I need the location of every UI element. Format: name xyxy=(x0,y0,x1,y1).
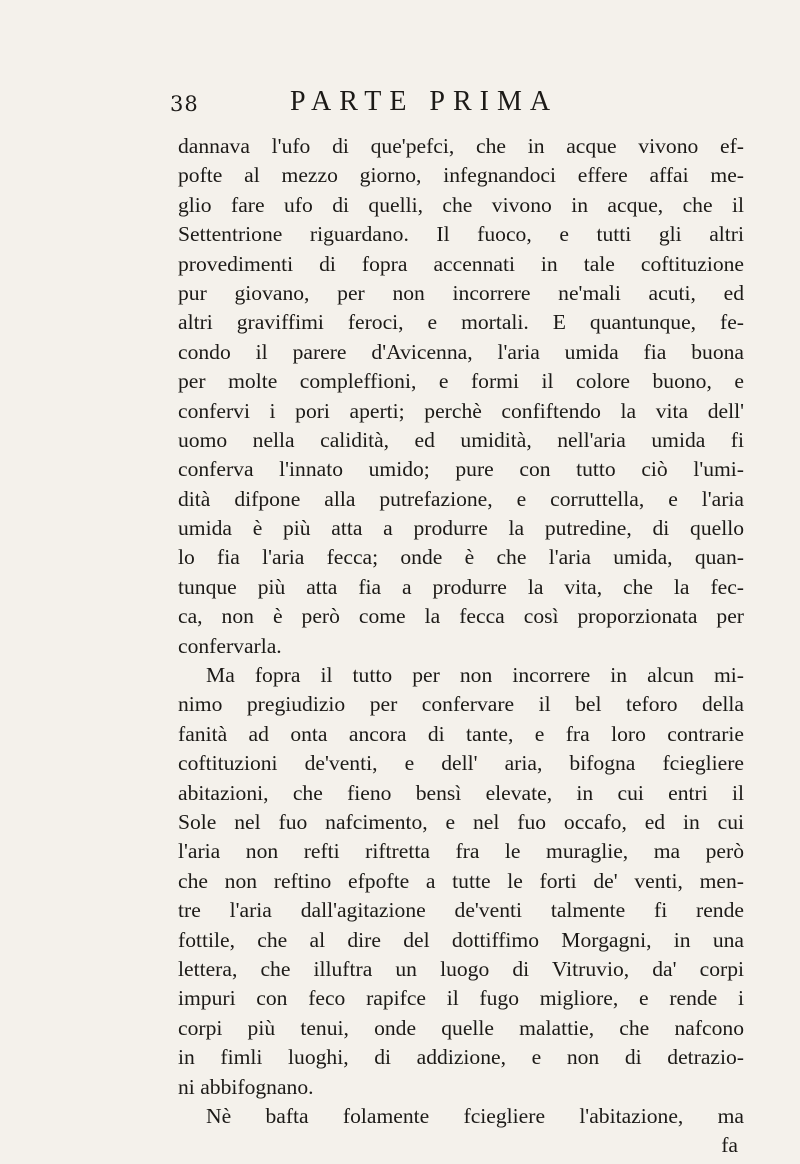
text-line: Ma fopra il tutto per non incorrere in alcun mi- xyxy=(206,663,744,688)
text-line: corpi più tenui, onde quelle malattie, che nafcono xyxy=(178,1015,744,1040)
page-header xyxy=(170,86,740,128)
text-line: confervi i pori aperti; perchè confiftendo la vita dell' xyxy=(178,398,744,423)
text-line: lo fia l'aria fecca; onde è che l'aria umida, quan- xyxy=(178,545,744,570)
text-line: lettera, che illuftra un luogo di Vitruvio, da' corpi xyxy=(178,956,744,981)
text-line: coftituzioni de'venti, e dell' aria, bifogna fciegliere xyxy=(178,751,744,776)
text-line: condo il parere d'Avicenna, l'aria umida fia buona xyxy=(178,339,744,364)
text-line: in fimli luoghi, di addizione, e non di detrazio- xyxy=(178,1045,744,1070)
text-line: l'aria non refti riftretta fra le muraglie, ma però xyxy=(178,839,744,864)
text-line: umida è più atta a produrre la putredine, di quello xyxy=(178,516,744,541)
text-line: Settentrione riguardano. Il fuoco, e tutti gli altri xyxy=(178,222,744,247)
text-line: altri graviffimi feroci, e mortali. E quantunque, fe- xyxy=(178,310,744,335)
page-number: 38 xyxy=(170,92,199,116)
text-line: pur giovano, per non incorrere ne'mali acuti, ed xyxy=(178,280,744,305)
text-line: abitazioni, che fieno bensì elevate, in cui entri il xyxy=(178,780,744,805)
text-line: provedimenti di fopra accennati in tale coftituzione xyxy=(178,251,744,276)
text-line: nimo pregiudizio per confervare il bel teforo della xyxy=(178,692,744,717)
text-line: uomo nella calidità, ed umidità, nell'aria umida fi xyxy=(178,427,744,452)
text-line: conferva l'innato umido; pure con tutto ciò l'umi- xyxy=(178,457,744,482)
text-line: per molte compleffioni, e formi il colore buono, e xyxy=(178,369,744,394)
catchword: fa xyxy=(721,1133,738,1158)
text-line: ni abbifognano. xyxy=(178,1074,314,1099)
running-head: PARTE PRIMA xyxy=(290,86,559,117)
text-line: pofte al mezzo giorno, infegnandoci effere affai me- xyxy=(178,163,744,188)
body-text xyxy=(178,132,744,1161)
text-line: fottile, che al dire del dottiffimo Morgagni, in una xyxy=(178,927,744,952)
text-line: tunque più atta fia a produrre la vita, che la fec- xyxy=(178,574,744,599)
text-line: che non reftino efpofte a tutte le forti de' venti, men- xyxy=(178,868,744,893)
text-line: dità difpone alla putrefazione, e corruttella, e l'aria xyxy=(178,486,744,511)
text-line: fanità ad onta ancora di tante, e fra loro contrarie xyxy=(178,721,744,746)
text-line: Sole nel fuo nafcimento, e nel fuo occafo, ed in cui xyxy=(178,809,744,834)
text-line: confervarla. xyxy=(178,633,282,658)
text-line: dannava l'ufo di que'pefci, che in acque vivono ef- xyxy=(178,134,744,158)
text-line: ca, non è però come la fecca così proporzionata per xyxy=(178,604,744,629)
text-line: impuri con feco rapifce il fugo migliore, e rende i xyxy=(178,986,744,1011)
text-line: tre l'aria dall'agitazione de'venti talmente fi rende xyxy=(178,898,744,923)
text-line: Nè bafta folamente fciegliere l'abitazione, ma xyxy=(206,1103,744,1128)
text-line: glio fare ufo di quelli, che vivono in acque, che il xyxy=(178,192,744,217)
